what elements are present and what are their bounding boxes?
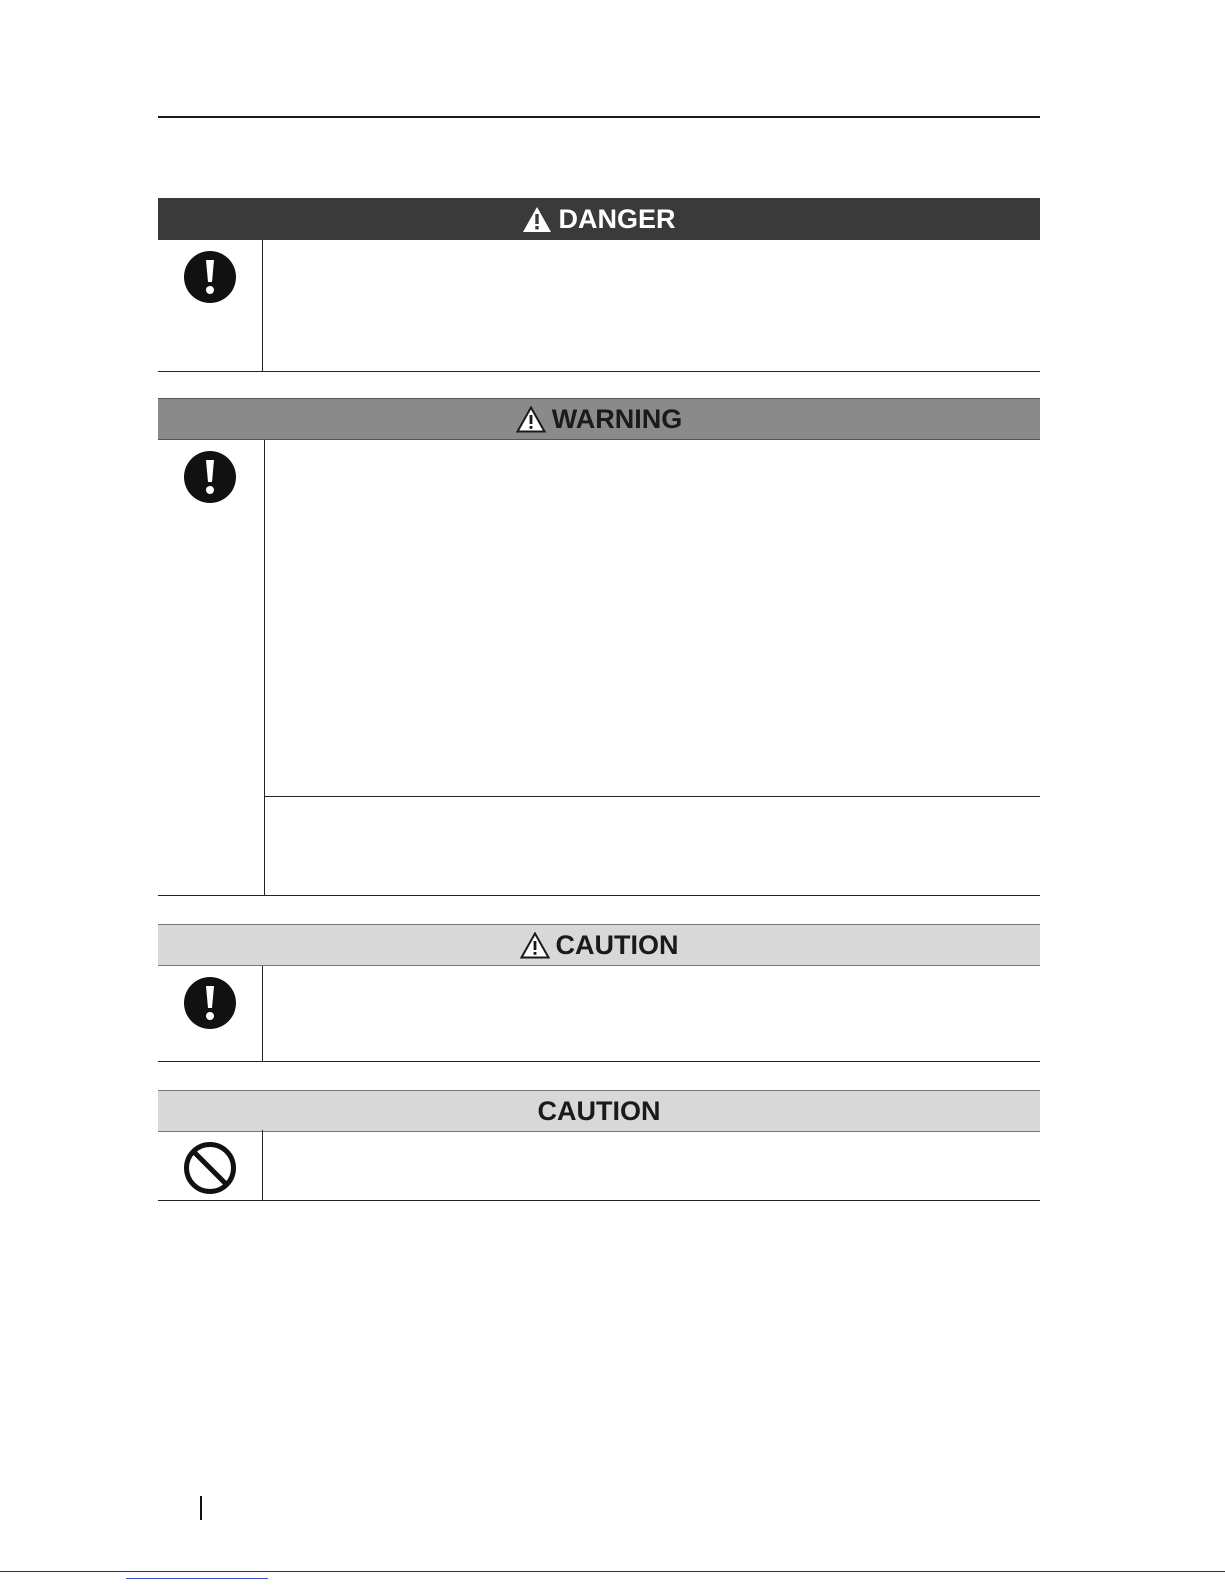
- caution-title: CAUTION: [555, 929, 679, 960]
- page-top-rule: [158, 116, 1040, 118]
- danger-bottom-rule: [158, 371, 1040, 372]
- footer-rule: [0, 1571, 1225, 1572]
- page-number-bar: [200, 1496, 202, 1520]
- warning-divider: [264, 440, 265, 896]
- footer-link-underline: [126, 1578, 268, 1579]
- caution-divider: [262, 966, 263, 1061]
- danger-divider: [262, 240, 263, 372]
- warning-bottom-rule: [158, 895, 1040, 896]
- caution-bottom-rule: [158, 1061, 1040, 1062]
- mandatory-action-icon: [183, 976, 237, 1030]
- warning-triangle-icon: [520, 932, 550, 959]
- warning-header: [158, 398, 1040, 440]
- danger-title: DANGER: [558, 203, 676, 234]
- warning-triangle-icon: [522, 206, 552, 233]
- warning-inner-rule: [264, 796, 1040, 797]
- mandatory-action-icon: [183, 250, 237, 304]
- caution-prohibited-divider: [262, 1130, 263, 1201]
- caution-prohibited-title: CAUTION: [537, 1095, 661, 1126]
- caution-prohibited-bottom-rule: [158, 1200, 1040, 1201]
- warning-title: WARNING: [551, 403, 683, 434]
- caution-prohibited-header: [158, 1090, 1040, 1132]
- mandatory-action-icon: [183, 450, 237, 504]
- caution-header: [158, 924, 1040, 966]
- prohibition-icon: [183, 1141, 237, 1195]
- danger-header: [158, 198, 1040, 240]
- warning-triangle-icon: [516, 406, 546, 433]
